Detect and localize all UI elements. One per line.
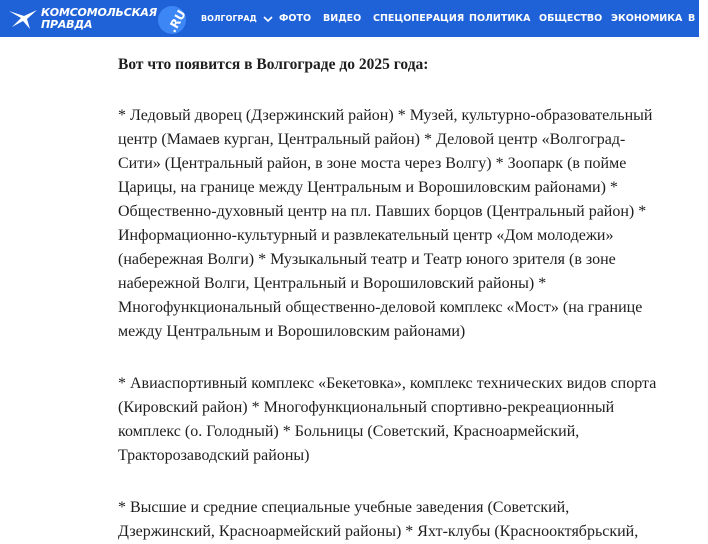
logo-line-1: КОМСОМОЛЬСКАЯ (41, 6, 157, 19)
nav-item-politics[interactable]: ПОЛИТИКА (469, 13, 531, 24)
article-paragraph: * Авиаспортивный комплекс «Бекетовка», комплекс технических видов спорта (Кировский район) * Многофункциональный спортивно-рекреационный комплекс (о. Голодный) * Больницы (Советский, Красноармейский, Тракторозаводский районы) (118, 375, 657, 464)
region-selector[interactable] (201, 0, 273, 37)
region-label: ВОЛГОГРАД (201, 14, 257, 23)
nav-item-more[interactable]: В М (688, 13, 708, 24)
nav-item-special-operation[interactable]: СПЕЦОПЕРАЦИЯ (373, 13, 465, 24)
article-body (118, 50, 688, 544)
site-logo[interactable] (8, 4, 189, 36)
kp-bird-icon (8, 8, 38, 30)
nav-item-society[interactable]: ОБЩЕСТВО (539, 13, 603, 24)
article-paragraph: * Ледовый дворец (Дзержинский район) * Музей, культурно-образовательный центр (Мамаев курган, Центральный район) * Деловой центр «Волгоград- Сити» (Центральный район, в зоне моста через Волгу) * Зоопарк (в пойме Царицы, на границе между Центральным и Ворошиловским районами) * Общественно-духовный центр на пл. Павших борцов (Центральный район) * Информационно-культурный и развлекательный центр «Дом молодежи» (набережная Волги) * Музыкальный театр и Театр юного зрителя (в зоне набережной Волги, Центральный и Ворошиловский районы) * Многофункциональный общественно-деловой комплекс «Мост» (на границе между Центральным и Ворошиловским районами) (118, 107, 653, 340)
nav-item-video[interactable]: ВИДЕО (323, 13, 362, 24)
top-navigation-bar (0, 0, 708, 37)
nav-item-photo[interactable]: ФОТО (279, 13, 312, 24)
logo-wordmark (41, 7, 157, 30)
nav-item-economy[interactable]: ЭКОНОМИКА (611, 13, 683, 24)
article-paragraph: * Высшие и средние специальные учебные заведения (Советский, Дзержинский, Красноармейский районы) * Яхт-клубы (Краснооктябрьский, (118, 499, 639, 540)
logo-line-2: ПРАВДА (41, 17, 93, 31)
article-subheading: Вот что появится в Волгограде до 2025 года: (118, 56, 429, 73)
logo-ru-text: .RU (165, 7, 189, 36)
chevron-down-icon (263, 14, 273, 24)
